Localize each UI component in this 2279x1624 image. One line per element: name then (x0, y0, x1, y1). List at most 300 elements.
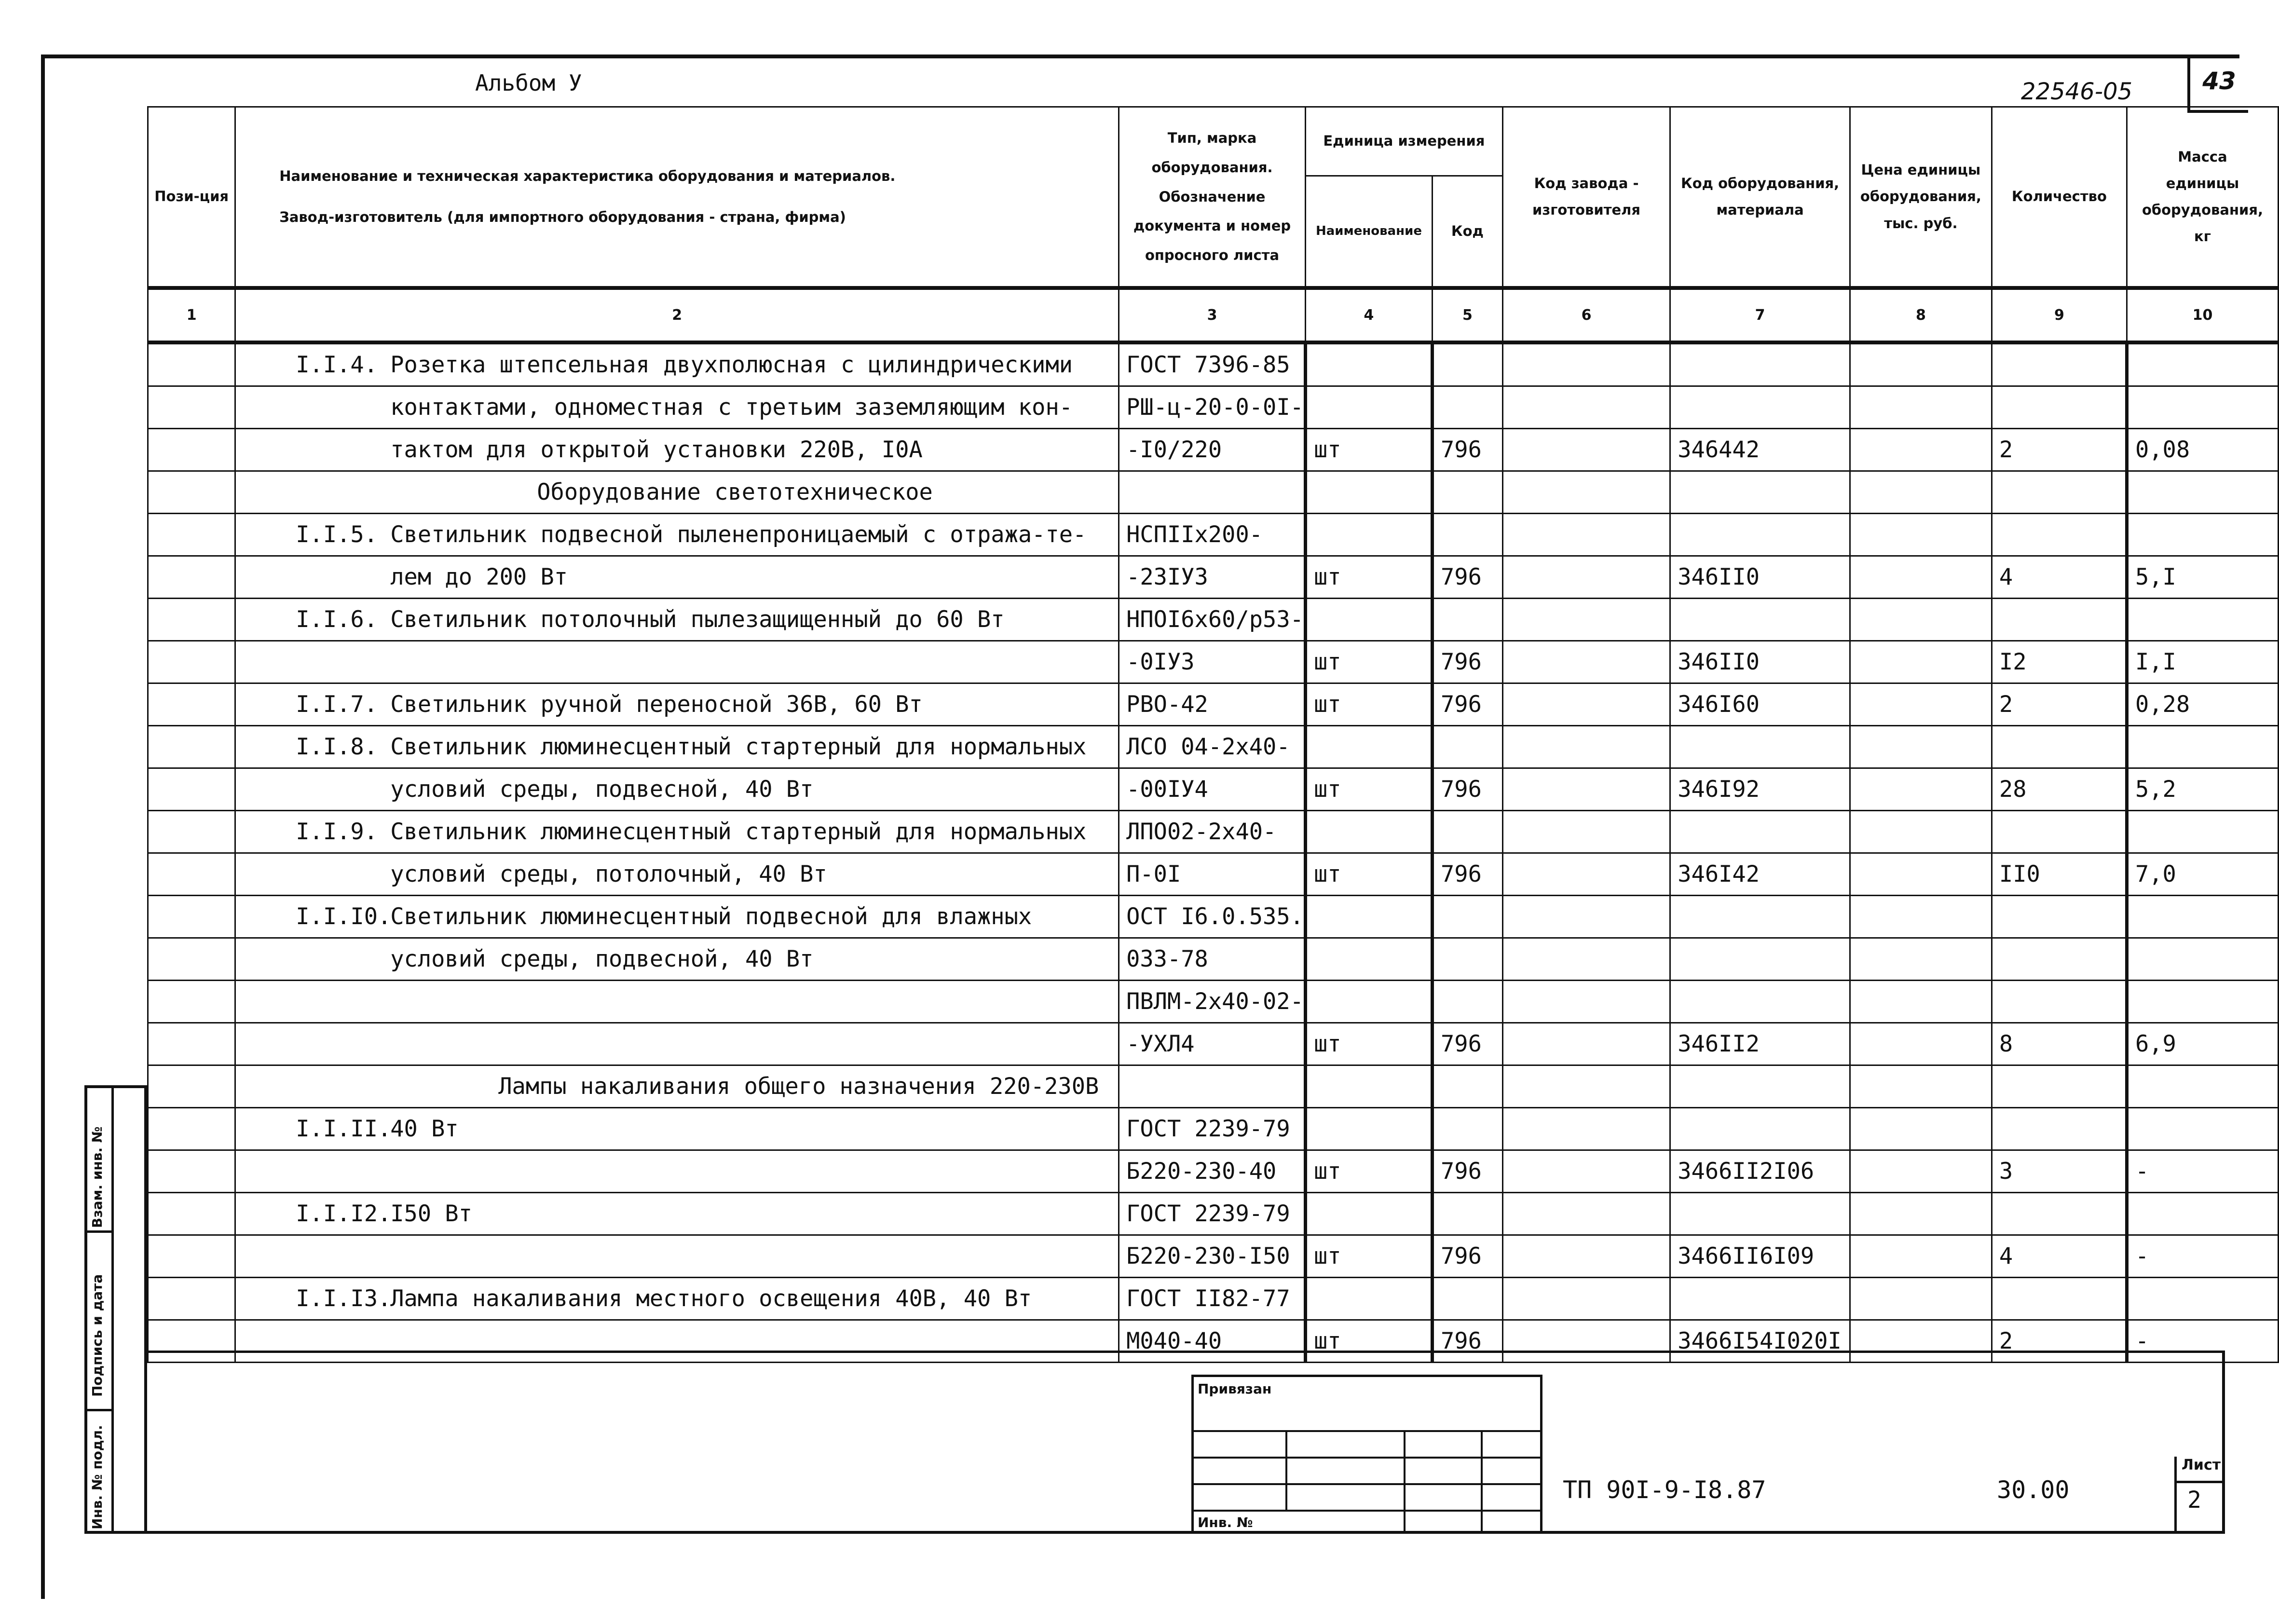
equipment-code-cell (1670, 1278, 1850, 1320)
unit-code-cell (1433, 1065, 1503, 1108)
col-header-mass: Масса единицы оборудования, кг (2127, 107, 2278, 288)
column-number: 1 (148, 288, 235, 342)
side-stamp (84, 1085, 147, 1534)
column-number: 7 (1670, 288, 1850, 342)
type-cell: ЛПО02-2х40- (1119, 811, 1306, 853)
equipment-code-cell: 346I60 (1670, 683, 1850, 726)
unit-code-cell: 796 (1433, 853, 1503, 896)
unit-code-cell (1433, 514, 1503, 556)
quantity-cell (1992, 811, 2127, 853)
mass-cell: I,I (2127, 641, 2278, 683)
position-cell (148, 1235, 235, 1278)
price-cell (1850, 1150, 1992, 1193)
equipment-code-cell (1670, 981, 1850, 1023)
unit-code-cell (1433, 471, 1503, 514)
stamp-line (1194, 1483, 1540, 1485)
price-cell (1850, 1065, 1992, 1108)
quantity-cell: I2 (1992, 641, 2127, 683)
unit-code-cell: 796 (1433, 556, 1503, 599)
unit-code-cell: 796 (1433, 429, 1503, 471)
document-number: 22546-05 (2021, 78, 2133, 105)
col-header-unit-name: Наименование (1305, 176, 1432, 288)
equipment-code-cell (1670, 896, 1850, 938)
plant-code-cell (1502, 981, 1670, 1023)
mass-cell (2127, 1193, 2278, 1235)
type-cell: М040-40 (1119, 1320, 1306, 1363)
mass-cell (2127, 981, 2278, 1023)
position-cell (148, 683, 235, 726)
equipment-code-cell: 346II0 (1670, 641, 1850, 683)
column-number: 3 (1119, 288, 1306, 342)
price-cell (1850, 1023, 1992, 1065)
item-name: Светильник люминесцентный подвесной для влажных (390, 903, 1032, 930)
item-name: Светильник потолочный пылезащищенный до 60 Вт (390, 606, 1005, 633)
col-header-unit: Единица измерения (1305, 107, 1502, 176)
plant-code-cell (1502, 1065, 1670, 1108)
mass-cell: 7,0 (2127, 853, 2278, 896)
position-cell (148, 938, 235, 981)
item-name: Светильник люминесцентный стартерный для нормальных (390, 819, 1087, 845)
col-header-name (235, 107, 1119, 288)
unit-name-cell (1305, 1065, 1432, 1108)
item-name: Светильник ручной переносной 36В, 60 Вт (390, 691, 923, 718)
unit-name-cell (1305, 342, 1432, 386)
price-cell (1850, 938, 1992, 981)
equipment-code-cell (1670, 1065, 1850, 1108)
type-cell (1119, 471, 1306, 514)
position-cell (148, 342, 235, 386)
quantity-cell: 4 (1992, 1235, 2127, 1278)
item-name: Оборудование светотехническое (537, 479, 933, 505)
plant-code-cell (1502, 641, 1670, 683)
quantity-cell: 2 (1992, 429, 2127, 471)
item-number: I.I.I2. (296, 1201, 392, 1227)
equipment-code-cell: 346II0 (1670, 556, 1850, 599)
type-cell: ГОСТ II82-77 (1119, 1278, 1306, 1320)
type-cell: РВО-42 (1119, 683, 1306, 726)
type-cell: -23IУ3 (1119, 556, 1306, 599)
type-cell: ГОСТ 2239-79 (1119, 1108, 1306, 1150)
unit-name-cell: шт (1305, 1023, 1432, 1065)
price-cell (1850, 514, 1992, 556)
stamp-line (1404, 1430, 1406, 1531)
mass-cell: - (2127, 1320, 2278, 1363)
quantity-cell: 28 (1992, 768, 2127, 811)
unit-name-cell (1305, 811, 1432, 853)
plant-code-cell (1502, 1150, 1670, 1193)
unit-code-cell (1433, 896, 1503, 938)
plant-code-cell (1502, 471, 1670, 514)
price-cell (1850, 556, 1992, 599)
plant-code-cell (1502, 429, 1670, 471)
table-row (148, 1278, 2279, 1320)
name-cell (235, 1150, 1119, 1193)
name-cell (235, 683, 1119, 726)
stamp-line (1194, 1457, 1540, 1459)
unit-name-cell (1305, 599, 1432, 641)
unit-name-cell: шт (1305, 853, 1432, 896)
type-cell: -0IУ3 (1119, 641, 1306, 683)
table-row (148, 981, 2279, 1023)
type-cell: Б220-230-40 (1119, 1150, 1306, 1193)
side-stamp-inv-podl: Инв. № подл. (89, 1425, 105, 1529)
mass-cell (2127, 599, 2278, 641)
unit-name-cell (1305, 1278, 1432, 1320)
quantity-cell (1992, 514, 2127, 556)
name-cell (235, 726, 1119, 768)
quantity-cell: 8 (1992, 1023, 2127, 1065)
name-cell (235, 853, 1119, 896)
mass-cell (2127, 811, 2278, 853)
type-cell: НПОI6х60/р53- (1119, 599, 1306, 641)
unit-code-cell: 796 (1433, 1320, 1503, 1363)
col-header-plant-code: Код завода - изготовителя (1502, 107, 1670, 288)
mass-cell (2127, 938, 2278, 981)
unit-name-cell (1305, 896, 1432, 938)
type-cell: ПВЛМ-2х40-02- (1119, 981, 1306, 1023)
unit-code-cell (1433, 342, 1503, 386)
unit-name-cell (1305, 981, 1432, 1023)
position-cell (148, 599, 235, 641)
plant-code-cell (1502, 599, 1670, 641)
item-name: контактами, одноместная с третьим заземляющим кон- (390, 394, 1073, 421)
name-cell (235, 1108, 1119, 1150)
item-number: I.I.5. (296, 521, 378, 548)
position-cell (148, 514, 235, 556)
unit-name-cell (1305, 1108, 1432, 1150)
binding-stamp (1191, 1375, 1542, 1534)
item-number: I.I.II. (296, 1116, 392, 1142)
plant-code-cell (1502, 1235, 1670, 1278)
item-name: Лампа накаливания местного освещения 40В, 40 Вт (390, 1285, 1032, 1312)
equipment-code-cell: 346I92 (1670, 768, 1850, 811)
col-header-name-line2: Завод-изготовитель (для импортного оборудования - страна, фирма) (279, 209, 846, 225)
item-number: I.I.7. (296, 691, 378, 718)
table-row (148, 386, 2279, 429)
quantity-cell (1992, 981, 2127, 1023)
table-row (148, 896, 2279, 938)
position-cell (148, 1150, 235, 1193)
col-header-equipment-code: Код оборудования, материала (1670, 107, 1850, 288)
stamp-line (1194, 1430, 1540, 1432)
mass-cell: 0,08 (2127, 429, 2278, 471)
plant-code-cell (1502, 896, 1670, 938)
unit-code-cell (1433, 726, 1503, 768)
price-cell (1850, 726, 1992, 768)
specification-table (147, 106, 2279, 1363)
plant-code-cell (1502, 1108, 1670, 1150)
position-cell (148, 1193, 235, 1235)
mass-cell (2127, 342, 2278, 386)
table-row (148, 471, 2279, 514)
table-row (148, 429, 2279, 471)
name-cell (235, 1065, 1119, 1108)
item-number: I.I.6. (296, 606, 378, 633)
position-cell (148, 1108, 235, 1150)
unit-name-cell: шт (1305, 768, 1432, 811)
position-cell (148, 726, 235, 768)
type-cell: ЛСО 04-2х40- (1119, 726, 1306, 768)
name-cell (235, 768, 1119, 811)
item-name: условий среды, подвесной, 40 Вт (390, 776, 814, 803)
unit-code-cell: 796 (1433, 1023, 1503, 1065)
quantity-cell (1992, 386, 2127, 429)
table-row (148, 1023, 2279, 1065)
mass-cell: 0,28 (2127, 683, 2278, 726)
stamp-line (1481, 1430, 1483, 1531)
position-cell (148, 981, 235, 1023)
quantity-cell (1992, 1065, 2127, 1108)
inventory-number-label: Инв. № (1198, 1515, 1253, 1530)
mass-cell (2127, 896, 2278, 938)
equipment-code-cell (1670, 1108, 1850, 1150)
plant-code-cell (1502, 386, 1670, 429)
column-number: 8 (1850, 288, 1992, 342)
unit-code-cell (1433, 1278, 1503, 1320)
name-cell (235, 896, 1119, 938)
price-cell (1850, 1193, 1992, 1235)
item-name: 40 Вт (390, 1116, 459, 1142)
unit-name-cell: шт (1305, 1320, 1432, 1363)
plant-code-cell (1502, 768, 1670, 811)
item-name: лем до 200 Вт (390, 564, 568, 590)
name-cell (235, 811, 1119, 853)
item-number: I.I.8. (296, 734, 378, 760)
price-cell (1850, 471, 1992, 514)
table-row (148, 641, 2279, 683)
mass-cell (2127, 1065, 2278, 1108)
mass-cell: 5,I (2127, 556, 2278, 599)
item-name: Розетка штепсельная двухполюсная с цилиндрическими (390, 352, 1073, 378)
equipment-code-cell (1670, 471, 1850, 514)
mass-cell (2127, 471, 2278, 514)
name-cell (235, 1193, 1119, 1235)
project-code: ТП 90I-9-I8.87 (1563, 1476, 1766, 1504)
table-row (148, 556, 2279, 599)
price-cell (1850, 896, 1992, 938)
name-cell (235, 981, 1119, 1023)
plant-code-cell (1502, 811, 1670, 853)
equipment-code-cell: 346II2 (1670, 1023, 1850, 1065)
table-row (148, 1150, 2279, 1193)
column-number: 10 (2127, 288, 2278, 342)
price-cell (1850, 811, 1992, 853)
price-cell (1850, 429, 1992, 471)
price-cell (1850, 599, 1992, 641)
column-number: 6 (1502, 288, 1670, 342)
mass-cell: 5,2 (2127, 768, 2278, 811)
table-row (148, 726, 2279, 768)
plant-code-cell (1502, 556, 1670, 599)
item-name: Светильник люминесцентный стартерный для нормальных (390, 734, 1087, 760)
position-cell (148, 556, 235, 599)
item-name: I50 Вт (390, 1201, 473, 1227)
table-row (148, 938, 2279, 981)
name-cell (235, 386, 1119, 429)
unit-code-cell (1433, 981, 1503, 1023)
col-header-unit-code: Код (1433, 176, 1503, 288)
name-cell (235, 514, 1119, 556)
unit-code-cell: 796 (1433, 683, 1503, 726)
position-cell (148, 386, 235, 429)
column-numbers-row (148, 288, 2279, 342)
quantity-cell (1992, 938, 2127, 981)
quantity-cell (1992, 342, 2127, 386)
album-title: Альбом У (475, 70, 582, 96)
unit-name-cell (1305, 726, 1432, 768)
unit-name-cell: шт (1305, 1235, 1432, 1278)
unit-code-cell: 796 (1433, 1235, 1503, 1278)
unit-code-cell (1433, 1193, 1503, 1235)
quantity-cell: 2 (1992, 683, 2127, 726)
sheet-divider (2177, 1481, 2225, 1483)
unit-name-cell: шт (1305, 683, 1432, 726)
sheet-box (2174, 1457, 2225, 1534)
name-cell (235, 556, 1119, 599)
unit-name-cell (1305, 514, 1432, 556)
equipment-code-cell (1670, 342, 1850, 386)
quantity-cell: 3 (1992, 1150, 2127, 1193)
plant-code-cell (1502, 938, 1670, 981)
position-cell (148, 811, 235, 853)
col-header-type: Тип, марка оборудования. Обозначение документа и номер опросного листа (1119, 107, 1306, 288)
quantity-cell: 2 (1992, 1320, 2127, 1363)
unit-code-cell (1433, 1108, 1503, 1150)
equipment-code-cell (1670, 1193, 1850, 1235)
price-cell (1850, 768, 1992, 811)
position-cell (148, 1278, 235, 1320)
unit-name-cell (1305, 471, 1432, 514)
side-stamp-vzam: Взам. инв. № (89, 1126, 105, 1228)
plant-code-cell (1502, 1193, 1670, 1235)
type-cell: РШ-ц-20-0-0I- (1119, 386, 1306, 429)
unit-code-cell: 796 (1433, 641, 1503, 683)
item-number: I.I.I0. (296, 903, 392, 930)
mass-cell: - (2127, 1150, 2278, 1193)
binding-label: Привязан (1198, 1381, 1272, 1397)
position-cell (148, 1023, 235, 1065)
price-cell (1850, 981, 1992, 1023)
name-cell (235, 599, 1119, 641)
equipment-code-cell: 3466II6I09 (1670, 1235, 1850, 1278)
table-row (148, 514, 2279, 556)
quantity-cell (1992, 471, 2127, 514)
equipment-code-cell (1670, 938, 1850, 981)
table-row (148, 811, 2279, 853)
mass-cell (2127, 726, 2278, 768)
price-cell (1850, 342, 1992, 386)
equipment-code-cell: 346442 (1670, 429, 1850, 471)
col-header-position: Пози-ция (148, 107, 235, 288)
item-number: I.I.9. (296, 819, 378, 845)
type-cell: П-0I (1119, 853, 1306, 896)
type-cell: ГОСТ 7396-85 (1119, 342, 1306, 386)
table-row (148, 1108, 2279, 1150)
name-cell (235, 471, 1119, 514)
position-cell (148, 1065, 235, 1108)
unit-code-cell (1433, 599, 1503, 641)
mass-cell (2127, 514, 2278, 556)
unit-code-cell (1433, 938, 1503, 981)
title-block-frame (147, 1351, 2225, 1534)
name-cell (235, 938, 1119, 981)
type-cell: ГОСТ 2239-79 (1119, 1193, 1306, 1235)
table-row (148, 1235, 2279, 1278)
mass-cell (2127, 1278, 2278, 1320)
item-name: условий среды, потолочный, 40 Вт (390, 861, 827, 887)
price-cell (1850, 1235, 1992, 1278)
table-body (148, 342, 2279, 1363)
quantity-cell (1992, 1108, 2127, 1150)
unit-name-cell (1305, 1193, 1432, 1235)
price-cell (1850, 1278, 1992, 1320)
equipment-code-cell (1670, 514, 1850, 556)
type-cell: -00IУ4 (1119, 768, 1306, 811)
table-row (148, 1065, 2279, 1108)
table-row (148, 683, 2279, 726)
stamp-line (1285, 1430, 1287, 1510)
type-cell: Б220-230-I50 (1119, 1235, 1306, 1278)
column-number: 5 (1433, 288, 1503, 342)
unit-name-cell: шт (1305, 429, 1432, 471)
quantity-cell (1992, 896, 2127, 938)
position-cell (148, 429, 235, 471)
name-cell (235, 342, 1119, 386)
name-cell (235, 1278, 1119, 1320)
plant-code-cell (1502, 342, 1670, 386)
plant-code-cell (1502, 683, 1670, 726)
unit-code-cell (1433, 811, 1503, 853)
equipment-code-cell: 3466I54I020I (1670, 1320, 1850, 1363)
item-name: условий среды, подвесной, 40 Вт (390, 946, 814, 972)
unit-name-cell: шт (1305, 556, 1432, 599)
equipment-code-cell (1670, 599, 1850, 641)
quantity-cell: II0 (1992, 853, 2127, 896)
type-cell: НСПIIх200- (1119, 514, 1306, 556)
stamp-line (1194, 1510, 1540, 1512)
price-cell (1850, 386, 1992, 429)
quantity-cell (1992, 599, 2127, 641)
plant-code-cell (1502, 1278, 1670, 1320)
unit-name-cell (1305, 938, 1432, 981)
name-cell (235, 429, 1119, 471)
plant-code-cell (1502, 726, 1670, 768)
plant-code-cell (1502, 853, 1670, 896)
col-header-quantity: Количество (1992, 107, 2127, 288)
unit-code-cell (1433, 386, 1503, 429)
mass-cell: - (2127, 1235, 2278, 1278)
unit-name-cell: шт (1305, 1150, 1432, 1193)
equipment-code-cell (1670, 726, 1850, 768)
quantity-cell (1992, 726, 2127, 768)
mass-cell: 6,9 (2127, 1023, 2278, 1065)
plant-code-cell (1502, 514, 1670, 556)
column-number: 9 (1992, 288, 2127, 342)
unit-code-cell: 796 (1433, 768, 1503, 811)
position-cell (148, 896, 235, 938)
price-cell (1850, 683, 1992, 726)
item-name: тактом для открытой установки 220В, I0А (390, 437, 923, 463)
price-cell (1850, 641, 1992, 683)
unit-name-cell: шт (1305, 641, 1432, 683)
unit-name-cell (1305, 386, 1432, 429)
sheet-label: Лист (2182, 1457, 2221, 1474)
equipment-code-cell (1670, 811, 1850, 853)
table-row (148, 853, 2279, 896)
side-stamp-divider (111, 1088, 114, 1532)
item-name: Лампы накаливания общего назначения 220-230В (498, 1073, 1099, 1100)
position-cell (148, 768, 235, 811)
